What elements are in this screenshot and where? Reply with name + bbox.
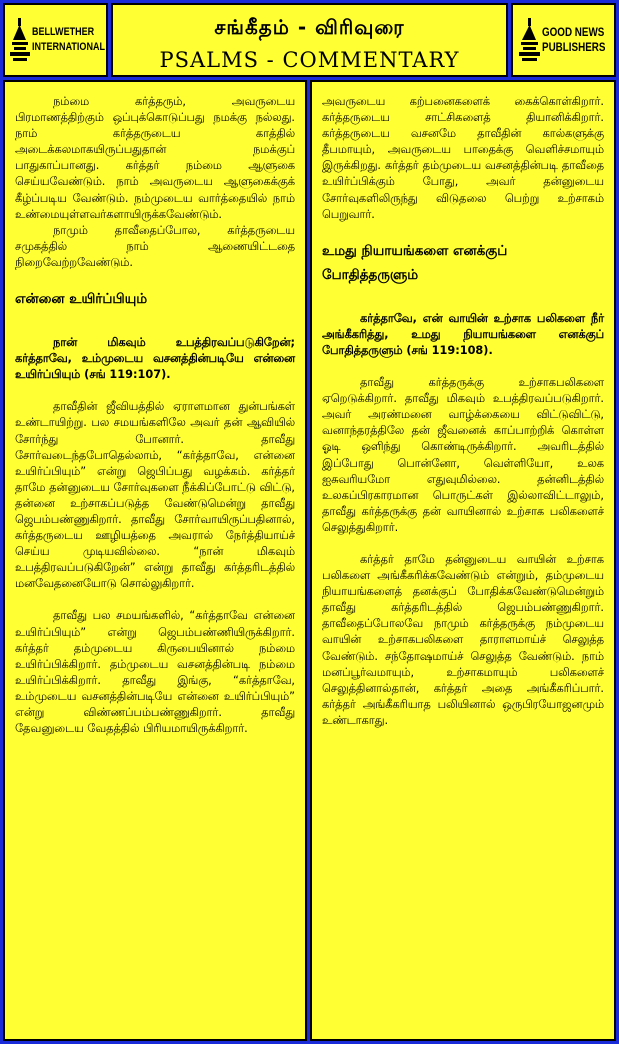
left-column	[3, 80, 307, 1041]
continued-paragraph: அவருடைய கற்பனைகளைக் கைக்கொள்கிறார். கர்த்தருடைய சாட்சிகளைத் தியானிக்கிறார். கர்த்தருடைய வசனமே தாவீதின் கால்களுக்கு தீபமாயும், அவருடைய பாதைக்கு வெளிச்சமாயும் இருக்கிறது. கர்த்தர் தம்முடைய வசனத்தின்படி தாவீதை உயிர்ப்பிக்கும் போது, அவர் தன்னுடைய சோர்வுகளிலிருந்து விடுதலை பெற்று உற்சாகம் பெறுவார்.	[322, 95, 604, 221]
bellwether-logo-icon	[10, 18, 30, 62]
section-heading-revive: என்னை உயிர்ப்பியும்	[15, 291, 148, 308]
logo-right-line1: GOOD NEWS	[542, 25, 605, 39]
title-tamil: சங்கீதம் - விரிவுரை	[214, 15, 405, 39]
logo-left-line2: INTERNATIONAL	[32, 41, 105, 53]
intro-paragraph-2: நாமும் தாவீதைப்போல, கர்த்தருடைய சமுகத்தில் நாம் ஆணையிட்டதை நிறைவேற்றவேண்டும்.	[15, 223, 295, 269]
page-header	[3, 3, 616, 77]
body-paragraph-3: தாவீது கர்த்தருக்கு உற்சாகபலிகளை ஏறெடுக்கிறார். தாவீது மிகவும் உபத்திரவப்படுகிறார். அவர் அரண்மனை வாழ்க்கையை விட்டுவிட்டு, வனாந்தரத்திலே தன் ஜீவனைக் காப்பாற்றிக் கொள்ள ஓடி ஒளிந்து கொண்டிருக்கிறார். அவரிடத்தில் இப்போது பொன்னோ, வெள்ளியோ, உலக ஐசுவரியமோ எதுவுமில்லை. தன்னிடத்தில் உலகப்பிரகாரமான பொருட்கள் இல்லாவிட்டாலும், தாவீது கர்த்தருக்கு தன் வாயினால் உற்சாக பலிகளைச் செலுத்துகிறார்.	[322, 376, 604, 534]
logo-right-line2: PUBLISHERS	[542, 40, 606, 54]
body-paragraph-1: தாவீதின் ஜீவியத்தில் ஏராளமான துன்பங்கள் உண்டாயிற்று. பல சமயங்களிலே அவர் தன் ஆவியில் சோர்ந்து போனார். தாவீது சோர்வடைந்தபோதெல்லாம், “கர்த்தாவே, என்னை உயிர்ப்பியும்” என்று ஜெபிப்பது வழக்கம். கர்த்தர் தாமே தன்னுடைய சோர்வுகளை நீக்கிப்போட்டு விட்டு, தன்னை உற்சாகப்படுத்த வேண்டுமென்று தாவீது ஜெபம்பண்ணுகிறார். தாவீது சோர்வாயிருப்பதினால், கர்த்தருடைய ஊழியத்தை அவரால் நேர்த்தியாய்ச் செய்ய முடியவில்லை. “நான் மிகவும் உபத்திரவப்படுகிறேன்” என்று தாவீது கர்த்தரிடத்தில் மனவேதனையோடு சொல்லுகிறார்.	[15, 400, 295, 591]
body-paragraph-2: தாவீது பல சமயங்களில், “கர்த்தாவே என்னை உயிர்ப்பியும்” என்று ஜெபம்பண்ணியிருக்கிறார். கர்த்தர் தம்முடைய கிருபையினால் நம்மை உயிர்ப்பிக்கிறார். தம்முடைய வசனத்தின்படி நம்மை உயிர்ப்பிக்கிறார். தாவீது இங்கு, “கர்த்தாவே, உம்முடைய வசனத்தின்படியே என்னை உயிர்ப்பியும்” என்று விண்ணப்பம்பண்ணுகிறார். தாவீது தேவனுடைய வேதத்தில் பிரியமாயிருக்கிறார்.	[15, 609, 295, 736]
intro-paragraph-1: நம்மை கர்த்தரும், அவருடைய பிரமாணத்திற்கும் ஒப்புக்கொடுப்பது நமக்கு நல்லது. நாம் கர்த்தருடைய காத்தில் அடைக்கலமாகயிருப்பதுதான் நமக்குப் பாதுகாப்பானது. கர்த்தர் நம்மை ஆளுகை செய்யவேண்டும். நாம் அவருடைய ஆளுகைக்குக் கீழ்ப்படிய வேண்டும். நம்முடைய வார்த்தையில் நாம் உண்மையுள்ளவர்களாயிருக்கவேண்டும்.	[15, 95, 295, 221]
body-paragraph-4: கர்த்தர் தாமே தன்னுடைய வாயின் உற்சாக பலிகளை அங்கீகரிக்கவேண்டும் என்றும், தம்முடைய நியாயங்களைத் தனக்குப் போதிக்கவேண்டுமென்றும் தாவீது கர்த்தரிடத்தில் ஜெபம்பண்ணுகிறார். தாவீதைப்போலவே நாமும் கர்த்தருக்கு நம்முடைய வாயின் உற்சாகபலிகளை தாராளமாய்ச் செலுத்த வேண்டும். சந்தோஷமாய்ச் செலுத்த வேண்டும். நாம் மனப்பூர்வமாயும், உற்சாகமாயும் பலிகளைச் செலுத்தினால்தான், கர்த்தர் அதை அங்கீகரிப்பார். கர்த்தர் அங்கீகரியாத பலியினால் ஒருபிரயோஜனமும் உண்டாகாது.	[322, 552, 604, 727]
verse-119-107: நான் மிகவும் உபத்திரவப்படுகிறேன்; கர்த்தாவே, உம்முடைய வசனத்தின்படியே என்னை உயிர்ப்பியும் (சங் 119:107).	[15, 336, 295, 382]
verse-119-108: கர்த்தாவே, என் வாயின் உற்சாக பலிகளை நீர் அங்கீகரித்து, உமது நியாயங்களை எனக்குப் போதித்தருளும் (சங் 119:108).	[322, 311, 604, 357]
good-news-logo-icon	[518, 18, 540, 62]
publisher-logo-left	[3, 3, 108, 77]
title-box	[111, 3, 508, 77]
logo-left-line1: BELLWETHER	[32, 26, 95, 38]
right-column	[310, 80, 616, 1041]
publisher-logo-right	[511, 3, 616, 77]
title-english: PSALMS - COMMENTARY	[159, 48, 460, 72]
section-heading-teach: உமது நியாயங்களை எனக்குப் போதித்தருளும்	[322, 242, 508, 283]
